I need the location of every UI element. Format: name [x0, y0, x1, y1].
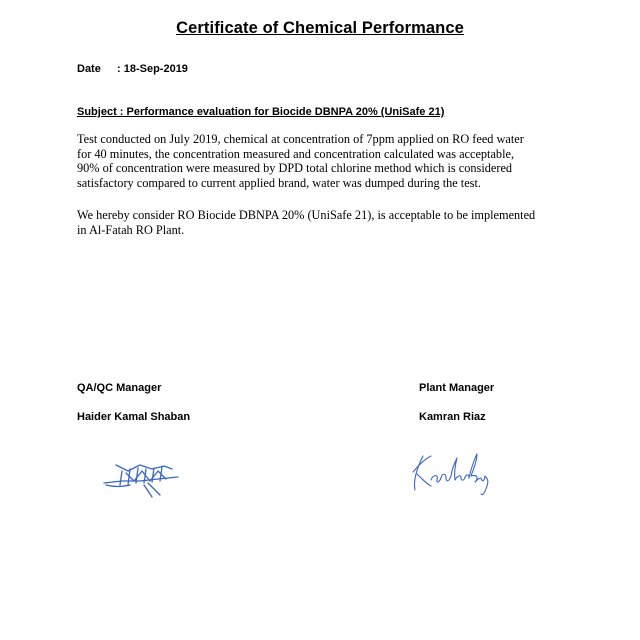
paragraph-line: for 40 minutes, the concentration measured and concentration calculated was acceptable, [77, 146, 515, 161]
plant-manager-title: Plant Manager [419, 382, 495, 394]
date-label: Date [77, 63, 101, 75]
paragraph-line: Test conducted on July 2019, chemical at concentration of 7ppm applied on RO feed water [77, 132, 524, 146]
document-title: Certificate of Chemical Performance [176, 19, 464, 37]
body-paragraph-2 [77, 208, 577, 237]
qa-signature-icon [100, 455, 180, 500]
date-value: : 18-Sep-2019 [117, 63, 188, 75]
body-paragraph-1 [77, 132, 577, 190]
qa-manager-name: Haider Kamal Shaban [77, 411, 191, 423]
subject-line: Subject : Performance evaluation for Biocide DBNPA 20% (UniSafe 21) [77, 106, 445, 118]
plant-manager-name: Kamran Riaz [419, 411, 486, 423]
qa-manager-title: QA/QC Manager [77, 382, 162, 394]
paragraph-line: We hereby consider RO Biocide DBNPA 20% (UniSafe 21), is acceptable to be implemented [77, 208, 536, 222]
date-row [77, 63, 188, 75]
paragraph-line: satisfactory compared to current applied brand, water was dumped during the test. [77, 175, 481, 190]
plant-manager-signature-icon [405, 448, 495, 498]
paragraph-line: in Al-Fatah RO Plant. [77, 222, 185, 237]
paragraph-line: 90% of concentration were measured by DPD total chlorine method which is considered [77, 161, 513, 176]
